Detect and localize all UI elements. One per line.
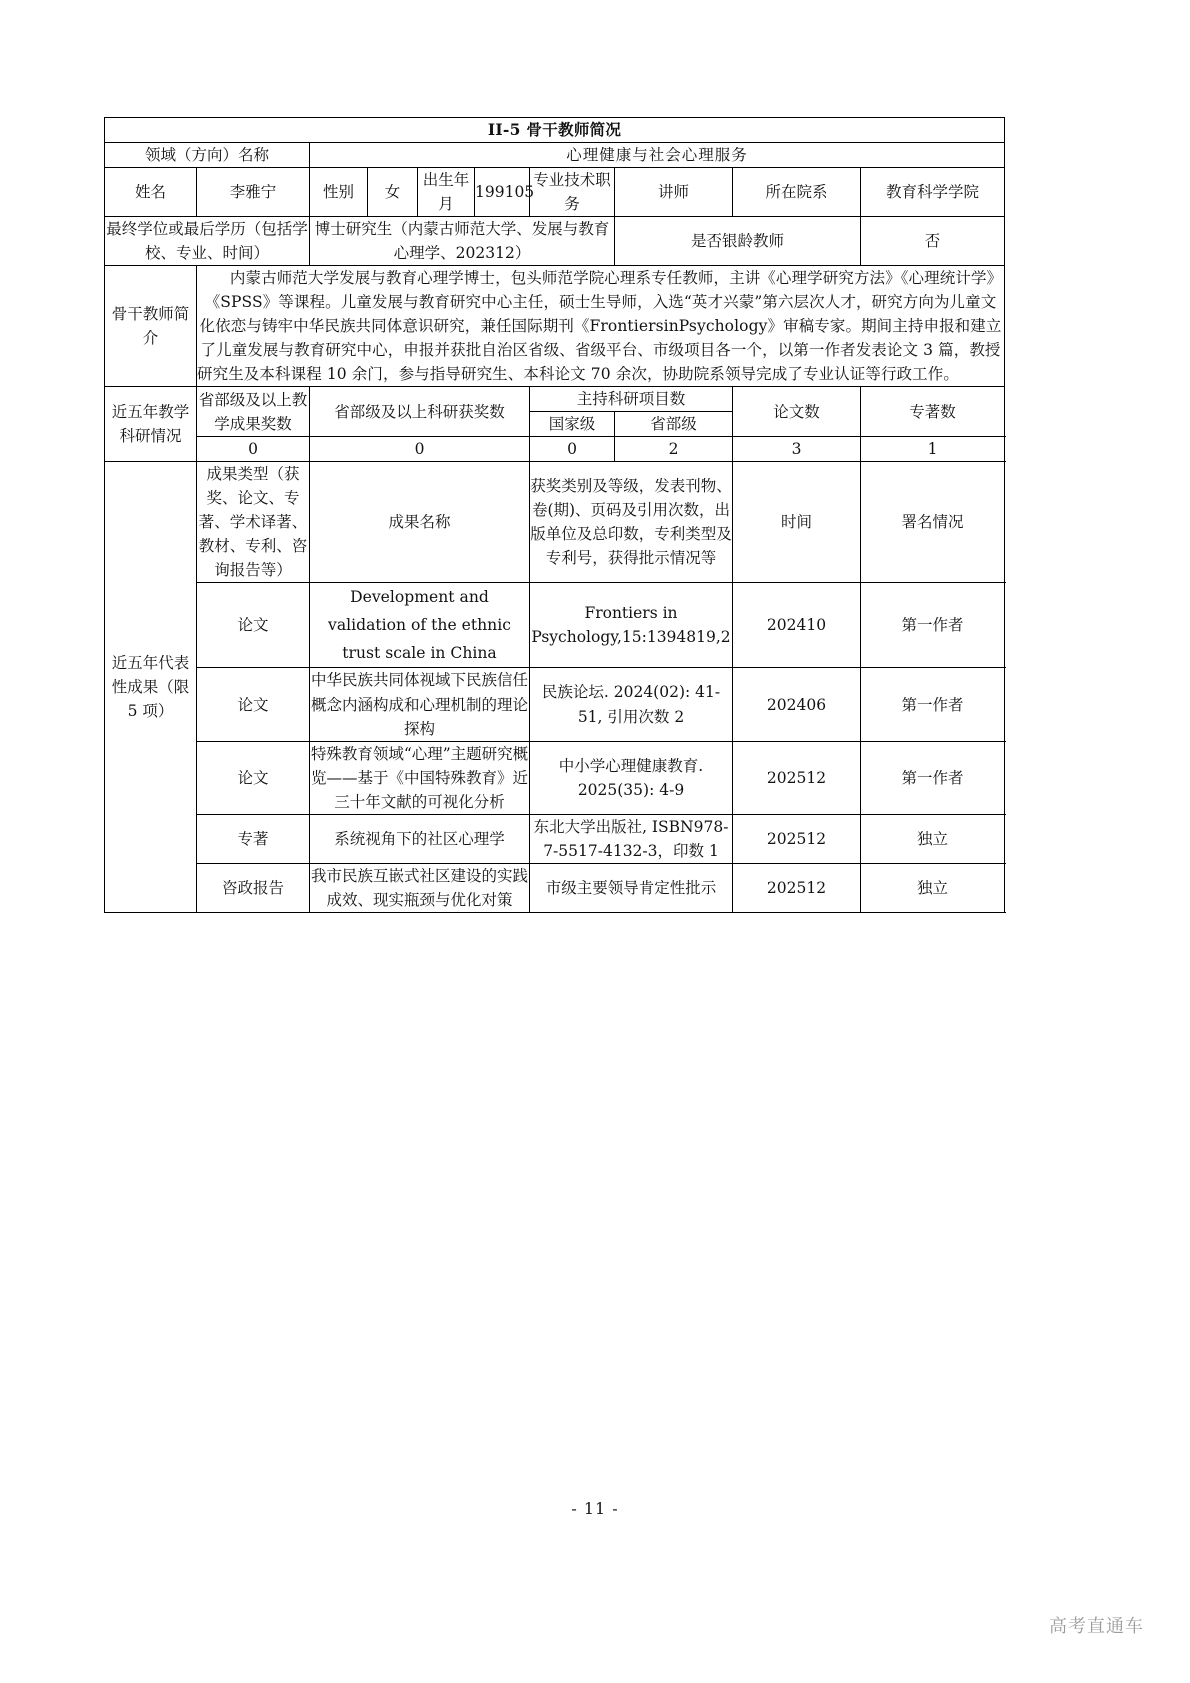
birth-value: 199105 [475,168,530,217]
achievement-name: 特殊教育领域“心理”主题研究概览——基于《中国特殊教育》近三十年文献的可视化分析 [310,741,530,814]
table-row [105,668,1005,741]
section-title: II-5 骨干教师简况 [105,118,1005,143]
page-number: - 11 - [571,1499,619,1518]
name-value: 李雅宁 [197,168,310,217]
department-value: 教育科学学院 [861,168,1005,217]
biography-text: 内蒙古师范大学发展与教育心理学博士，包头师范学院心理系专任教师，主讲《心理学研究方法》《心理统计学》《SPSS》等课程。儿童发展与教育研究中心主任，硕士生导师，入选“英才兴蒙”第六层次人才，研究方向为儿童文化依恋与铸牢中华民族共同体意识研究，兼任国际期刊《FrontiersinPsychology》审稿专家。期间主持申报和建立了儿童发展与教育研究中心，申报并获批自治区省级、省级平台、市级项目各一个，以第一作者发表论文 3 篇，教授研究生及本科课程 10 余门，参与指导研究生、本科论文 70 余次，协助院系领导完成了专业认证等行政工作。 [197,269,1003,384]
field-area-row [105,143,1005,168]
professional-title-value: 讲师 [615,168,733,217]
field-area-label: 领域（方向）名称 [105,143,310,168]
stats-teaching-awards-header: 省部级及以上教学成果奖数 [197,387,310,437]
education-value: 博士研究生（内蒙古师范大学、发展与教育心理学、202312） [310,217,615,266]
achievement-name: 中华民族共同体视域下民族信任概念内涵构成和心理机制的理论探构 [310,668,530,741]
senior-teacher-label: 是否银龄教师 [615,217,861,266]
achievement-type: 论文 [197,583,310,668]
stats-monographs-value: 1 [861,437,1005,462]
stats-research-awards-header: 省部级及以上科研获奖数 [310,387,530,437]
achievement-time: 202512 [733,741,861,814]
department-label: 所在院系 [733,168,861,217]
biography-row [105,266,1005,387]
achievement-time: 202406 [733,668,861,741]
basic-info-row [105,168,1005,217]
achievement-name: Development and validation of the ethnic trust scale in China [310,583,530,668]
education-label: 最终学位或最后学历（包括学校、专业、时间） [105,217,310,266]
achievement-detail: 市级主要领导肯定性批示 [530,863,733,912]
table-row [105,741,1005,814]
watermark: 高考直通车 [1049,1616,1144,1637]
stats-projects-national-header: 国家级 [530,412,615,437]
table-row [105,583,1005,668]
achievement-detail: 东北大学出版社, ISBN978-7-5517-4132-3，印数 1 [530,814,733,863]
stats-header-row [105,387,1005,412]
stats-projects-header: 主持科研项目数 [530,387,733,412]
achievement-detail: 中小学心理健康教育. 2025(35): 4-9 [530,741,733,814]
stats-papers-value: 3 [733,437,861,462]
achievement-signature: 独立 [861,863,1005,912]
achievements-name-header: 成果名称 [310,462,530,583]
professional-title-label: 专业技术职务 [530,168,615,217]
stats-projects-provincial-header: 省部级 [615,412,733,437]
section-title-row [105,118,1005,143]
stats-research-awards-value: 0 [310,437,530,462]
field-area-value: 心理健康与社会心理服务 [310,143,1005,168]
achievement-type: 专著 [197,814,310,863]
achievement-type: 论文 [197,668,310,741]
achievement-time: 202410 [733,583,861,668]
achievement-type: 论文 [197,741,310,814]
gender-label: 性别 [310,168,368,217]
stats-projects-national-value: 0 [530,437,615,462]
stats-values-row [105,437,1005,462]
achievement-signature: 第一作者 [861,741,1005,814]
achievements-signature-header: 署名情况 [861,462,1005,583]
stats-label: 近五年教学科研情况 [105,387,197,462]
biography-body [197,266,1005,387]
achievement-signature: 独立 [861,814,1005,863]
education-row [105,217,1005,266]
stats-teaching-awards-value: 0 [197,437,310,462]
achievement-name: 我市民族互嵌式社区建设的实践成效、现实瓶颈与优化对策 [310,863,530,912]
achievement-time: 202512 [733,814,861,863]
achievement-signature: 第一作者 [861,583,1005,668]
achievements-type-header: 成果类型（获奖、论文、专著、学术译著、教材、专利、咨询报告等） [197,462,310,583]
achievements-header-row [105,462,1005,583]
achievement-signature: 第一作者 [861,668,1005,741]
biography-label: 骨干教师简介 [105,266,197,387]
achievements-label: 近五年代表性成果（限 5 项） [105,462,197,912]
achievement-time: 202512 [733,863,861,912]
teacher-profile-table [104,117,1005,913]
name-label: 姓名 [105,168,197,217]
achievement-type: 咨政报告 [197,863,310,912]
stats-monographs-header: 专著数 [861,387,1005,437]
senior-teacher-value: 否 [861,217,1005,266]
achievement-detail: 民族论坛. 2024(02): 41-51, 引用次数 2 [530,668,733,741]
teacher-profile-sheet [104,117,1004,913]
achievement-name: 系统视角下的社区心理学 [310,814,530,863]
gender-value: 女 [368,168,418,217]
table-row [105,863,1005,912]
stats-projects-provincial-value: 2 [615,437,733,462]
achievements-detail-header: 获奖类别及等级，发表刊物、卷(期)、页码及引用次数，出版单位及总印数，专利类型及专利号，获得批示情况等 [530,462,733,583]
achievements-time-header: 时间 [733,462,861,583]
stats-papers-header: 论文数 [733,387,861,437]
birth-label: 出生年月 [418,168,475,217]
table-row [105,814,1005,863]
achievement-detail: Frontiers in Psychology,15:1394819,2 [530,583,733,668]
